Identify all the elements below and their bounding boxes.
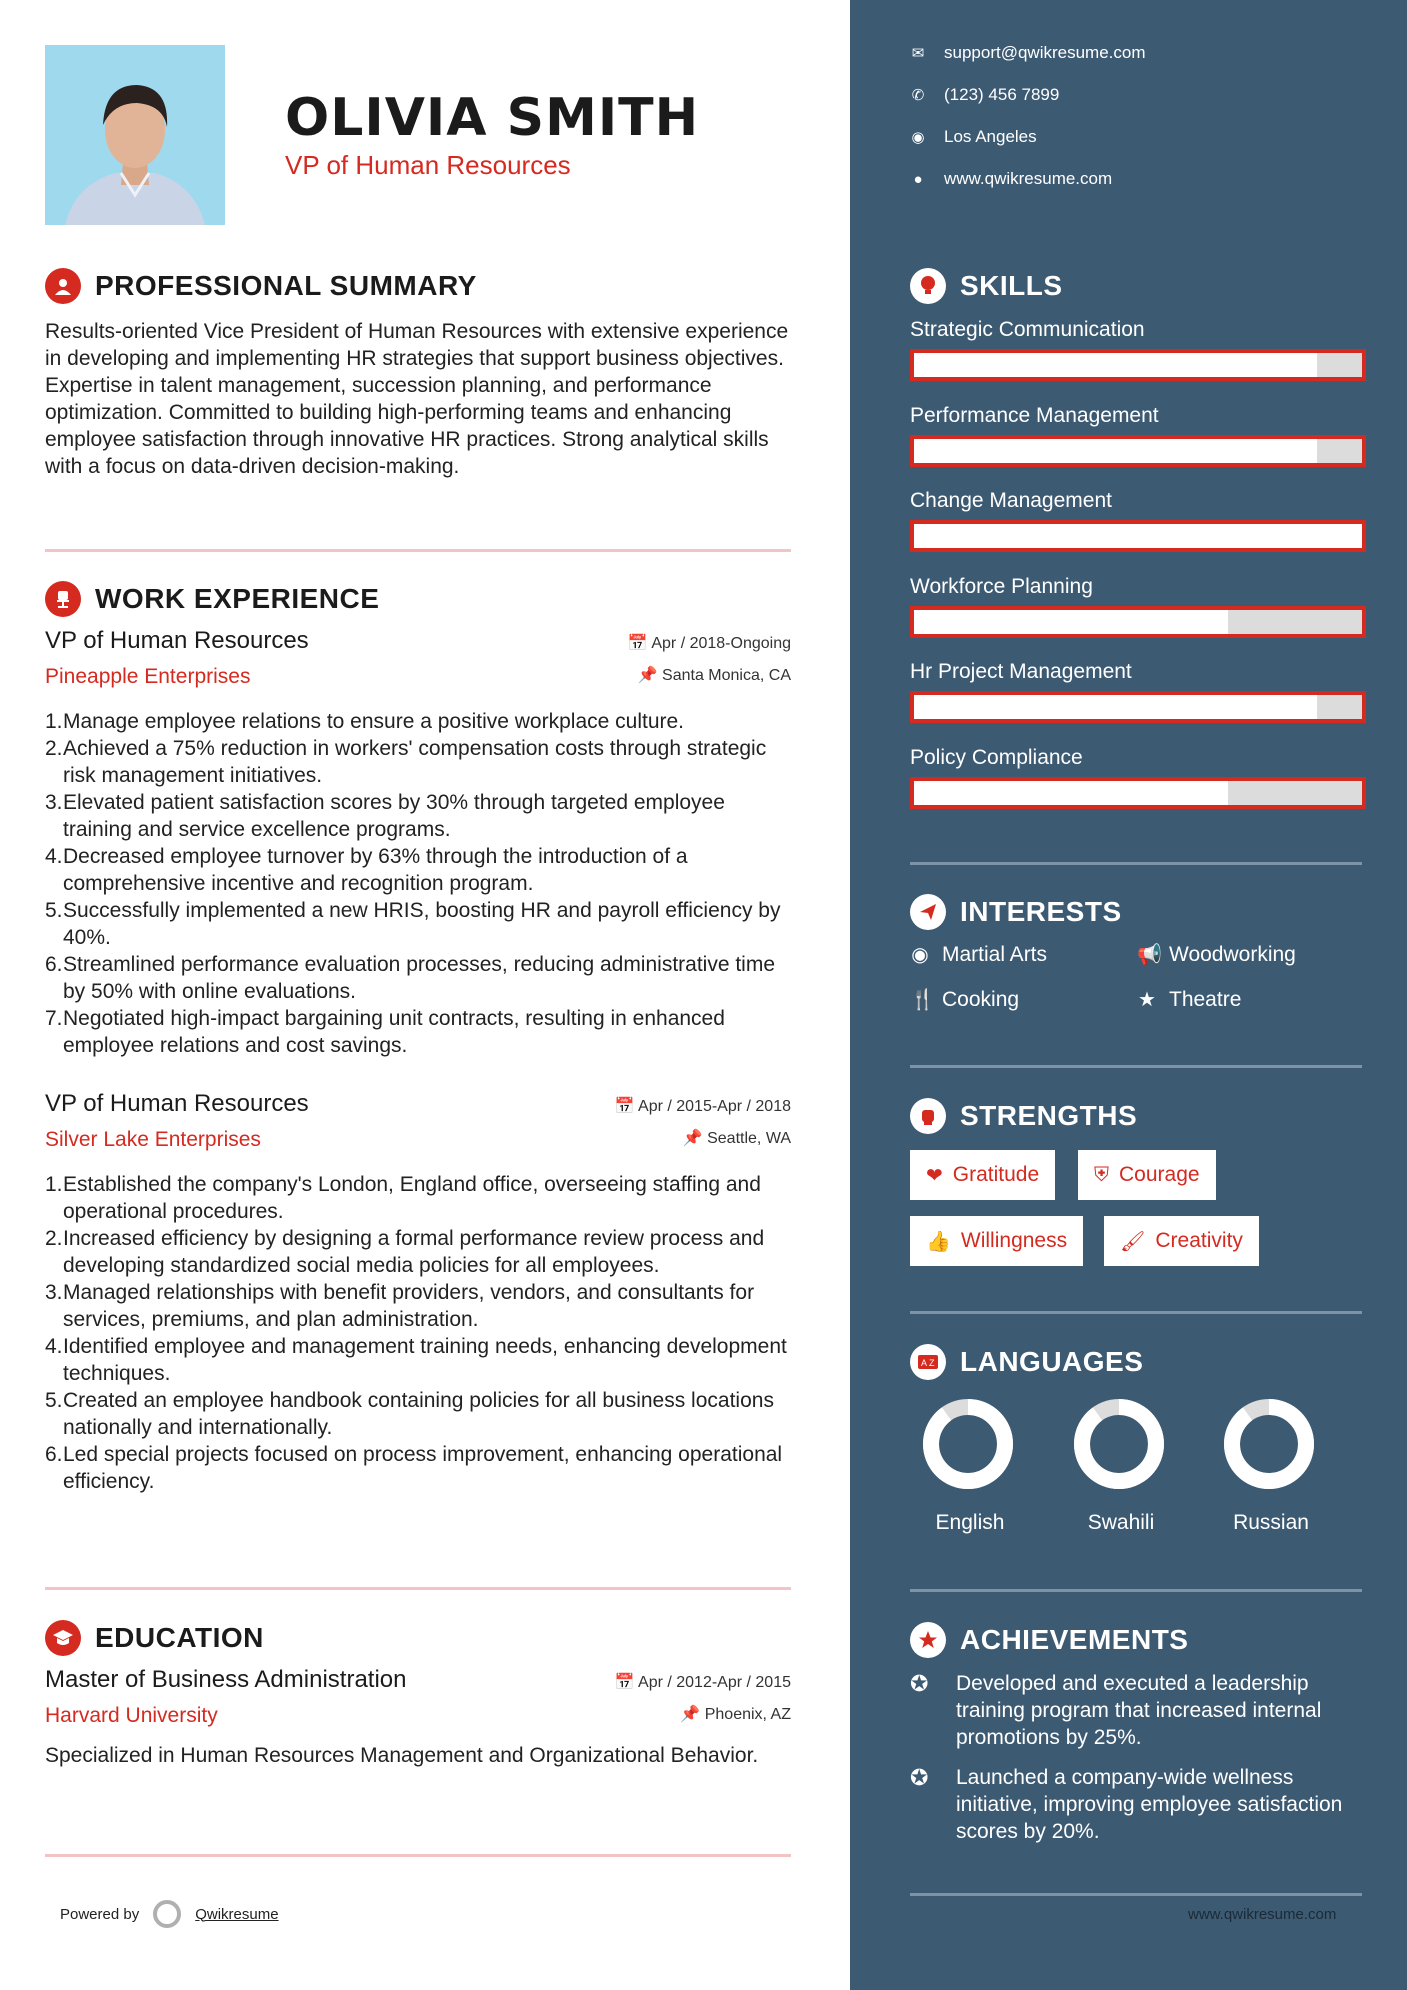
skill-label: Strategic Communication [910,318,1145,341]
section-divider [910,1311,1362,1314]
section-divider [45,1854,791,1857]
language-donut [1073,1398,1165,1490]
section-divider [910,862,1362,865]
list-item: 6. Streamlined performance evaluation processes, reducing administrative time by 50% with online evaluations. [45,953,776,1003]
envelope-icon: ✉ [911,45,925,62]
skill-bar [910,777,1366,809]
calendar-icon: 📅 [614,1674,635,1691]
heart-icon: ❤ [926,1164,943,1187]
qwikresume-link[interactable]: Qwikresume [195,1905,279,1923]
education-text: Specialized in Human Resources Management and Organizational Behavior. [45,1744,759,1767]
list-item: 1. Established the company's London, England office, overseeing staffing and operational procedures. [45,1173,761,1223]
contact-email[interactable]: ✉ support@qwikresume.com [911,43,1146,62]
candidate-title: VP of Human Resources [285,150,571,180]
language-donut [1223,1398,1315,1490]
fist-icon [910,1098,946,1134]
education-location: 📌 Phoenix, AZ [680,1706,791,1723]
job-entry [45,1090,791,1152]
interest-item: ◉ Martial Arts [911,942,1048,966]
pin-icon: 📌 [682,1130,703,1147]
paintbrush-icon: 🖌 [1120,1230,1146,1253]
job-entry [45,627,791,689]
chair-icon [45,581,81,617]
globe-icon: ◉ [911,944,929,966]
achievements-heading [910,1622,1188,1658]
job-date: 📅 Apr / 2018-Ongoing [627,635,791,652]
calendar-icon: 📅 [614,1098,635,1115]
language-label: English [935,1511,1005,1534]
calendar-icon: 📅 [627,635,648,652]
strength-badge: ❤ Gratitude [910,1150,1055,1200]
job-title: VP of Human Resources [45,1090,309,1117]
education-date: 📅 Apr / 2012-Apr / 2015 [614,1674,791,1691]
interest-item: 📢 Woodworking [1137,942,1296,966]
strength-badge: 🖌 Creativity [1104,1216,1259,1266]
map-marker-icon: ◉ [911,129,925,146]
skill-bar [910,691,1366,723]
skill-bar-fill [914,610,1228,634]
job-duties-list [45,1171,795,1495]
star-icon: ★ [1138,989,1156,1011]
svg-text:A: A [921,1358,928,1368]
language-donut-fill [931,1407,1005,1481]
skills-title: SKILLS [960,270,1063,301]
profile-photo [45,45,225,225]
list-item: 3. Elevated patient satisfaction scores by 30% through targeted employee training and service excellence programs. [45,791,725,841]
list-item: 5. Created an employee handbook containing policies for all business locations nationally and internationally. [45,1389,774,1439]
skill-label: Policy Compliance [910,745,1083,769]
skill-bar [910,520,1366,552]
summary-heading [45,268,477,304]
degree-title: Master of Business Administration [45,1666,407,1693]
graduation-cap-icon [45,1620,81,1656]
section-divider [910,1893,1362,1896]
experience-heading [45,581,379,617]
list-item: 6. Led special projects focused on process improvement, enhancing operational efficiency. [45,1443,783,1493]
footer-url[interactable]: www.qwikresume.com [1188,1906,1337,1923]
svg-text:Z: Z [929,1358,935,1368]
summary-text: Results-oriented Vice President of Human Resources with extensive experience in developing and implementing HR strategies that support business objectives. Expertise in talent management, succession planning, and performance optimization. Committed to building high-performing teams and enhancing employee satisfaction through innovative HR practices. Strong analytical skills with a focus on data-driven decision-making. [45,320,789,478]
job-location: 📌 Santa Monica, CA [637,667,791,684]
languages-title: LANGUAGES [960,1346,1144,1377]
pin-icon: 📌 [637,667,658,684]
job-title: VP of Human Resources [45,627,309,654]
candidate-name: OLIVIA SMITH [285,88,700,148]
interest-item: 🍴 Cooking [910,987,1020,1011]
job-duties-list [45,708,795,1059]
list-item: 4. Identified employee and management training needs, enhancing development techniques. [45,1335,787,1385]
list-item: 3. Managed relationships with benefit providers, vendors, and consultants for services, premiums, and plan administration. [45,1281,755,1331]
list-item: 2. Increased efficiency by designing a formal performance review process and developing standardized social media policies for all employees. [45,1227,765,1277]
education-entry [45,1666,791,1728]
list-item: 4. Decreased employee turnover by 63% through the introduction of a comprehensive incentive and recognition program. [45,845,688,895]
skill-bar-fill [914,524,1362,548]
utensils-icon: 🍴 [910,989,935,1011]
strength-badge: ⛨ Courage [1078,1150,1216,1200]
globe-icon: ● [913,170,923,188]
skill-label: Performance Management [910,403,1159,427]
language-label: Swahili [1087,1511,1155,1534]
list-item: 5. Successfully implemented a new HRIS, boosting HR and payroll efficiency by 40%. [45,899,781,949]
thumbs-up-icon: 👍 [926,1230,951,1253]
experience-title: WORK EXPERIENCE [95,583,380,614]
skill-bar-fill [914,439,1317,463]
achievement-item: ✪ Developed and executed a leadership training program that increased internal promotions by 25%. [910,1671,1322,1749]
powered-by [60,1900,279,1928]
lightbulb-icon [910,268,946,304]
summary-title: PROFESSIONAL SUMMARY [95,270,477,301]
list-item: 1. Manage employee relations to ensure a positive workplace culture. [45,710,685,733]
language-donut-fill [1082,1407,1156,1481]
section-divider [910,1589,1362,1592]
job-date: 📅 Apr / 2015-Apr / 2018 [614,1098,791,1115]
skill-bar [910,606,1366,638]
strengths-heading [910,1098,1137,1134]
language-donut-fill [1232,1407,1306,1481]
contact-phone[interactable]: ✆ (123) 456 7899 [911,85,1060,104]
skill-bar [910,435,1366,467]
strengths-title: STRENGTHS [960,1100,1138,1131]
list-item: 7. Negotiated high-impact bargaining unit contracts, resulting in enhanced employee relations and cost savings. [45,1007,725,1057]
job-company: Pineapple Enterprises [45,665,251,688]
paper-plane-icon [910,894,946,930]
bullhorn-icon: 📢 [1137,944,1162,966]
skill-bar-fill [914,781,1228,805]
skill-bar-fill [914,353,1317,377]
job-company: Silver Lake Enterprises [45,1128,261,1151]
skill-label: Change Management [910,489,1112,512]
skill-bar-fill [914,695,1317,719]
interest-item: ★ Theatre [1138,987,1242,1011]
skill-label: Hr Project Management [910,660,1132,683]
skill-label: Workforce Planning [910,574,1093,598]
section-divider [45,1587,791,1590]
section-divider [45,549,791,552]
school-name: Harvard University [45,1704,218,1727]
contact-location: ◉ Los Angeles [911,127,1037,146]
education-title: EDUCATION [95,1622,264,1653]
powered-by-label: Powered by [60,1905,140,1923]
phone-icon: ✆ [911,87,925,104]
pin-icon: 📌 [680,1706,701,1723]
strength-badge: 👍 Willingness [910,1216,1083,1266]
achievement-item: ✪ Launched a company-wide wellness initiative, improving employee satisfaction scores by 20%. [910,1765,1343,1843]
interests-heading [910,894,1122,930]
shooting-star-icon: ✪ [910,1671,929,1696]
section-divider [910,1065,1362,1068]
skill-bar [910,349,1366,381]
user-icon [45,268,81,304]
qwikresume-logo-icon [153,1900,181,1928]
interests-title: INTERESTS [960,896,1122,927]
shield-icon: ⛨ [1094,1163,1109,1186]
language-donut [922,1398,1014,1490]
job-location: 📌 Seattle, WA [682,1130,791,1147]
list-item: 2. Achieved a 75% reduction in workers' compensation costs through strategic risk management initiatives. [45,737,767,787]
language-label: Russian [1233,1511,1309,1534]
language-icon [910,1344,946,1380]
languages-heading [910,1344,1143,1380]
skills-heading [910,268,1063,304]
achievements-title: ACHIEVEMENTS [960,1624,1189,1655]
contact-website[interactable]: ● www.qwikresume.com [910,169,1112,189]
education-heading [45,1620,264,1656]
shooting-star-icon: ✪ [910,1765,929,1790]
star-badge-icon [910,1622,946,1658]
